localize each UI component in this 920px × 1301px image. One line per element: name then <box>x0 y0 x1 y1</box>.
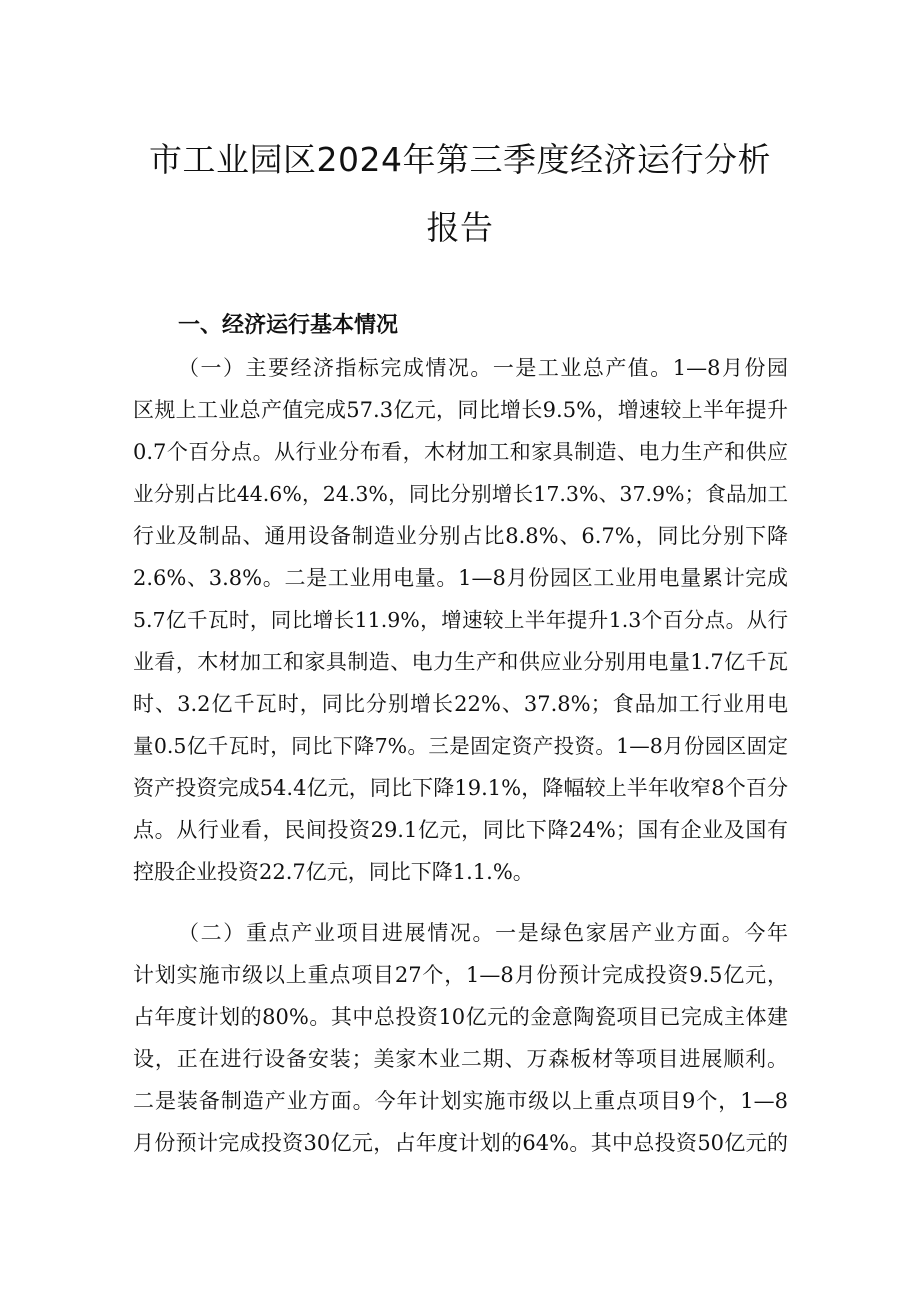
paragraph-line: 区规上工业总产值完成57.3亿元，同比增长9.5%，增速较上半年提升 <box>133 398 788 422</box>
paragraph-line: 5.7亿千瓦时，同比增长11.9%，增速较上半年提升1.3个百分点。从行 <box>133 608 788 632</box>
paragraph-line: 二是装备制造产业方面。今年计划实施市级以上重点项目9个，1—8 <box>133 1089 788 1113</box>
paragraph-line: 量0.5亿千瓦时，同比下降7%。三是固定资产投资。1—8月份园区固定 <box>133 734 788 758</box>
paragraph-line: 占年度计划的80%。其中总投资10亿元的金意陶瓷项目已完成主体建 <box>133 1005 788 1029</box>
paragraph-line: 业分别占比44.6%，24.3%，同比分别增长17.3%、37.9%；食品加工 <box>133 482 788 506</box>
paragraph-line: （一）主要经济指标完成情况。一是工业总产值。1—8月份园 <box>178 356 788 380</box>
paragraph-line: 2.6%、3.8%。二是工业用电量。1—8月份园区工业用电量累计完成 <box>133 566 788 590</box>
paragraph-line: 点。从行业看，民间投资29.1亿元，同比下降24%；国有企业及国有 <box>133 818 788 842</box>
document-title-line-2: 报告 <box>426 208 494 247</box>
paragraph-line: 业看，木材加工和家具制造、电力生产和供应业分别用电量1.7亿千瓦 <box>133 650 788 674</box>
paragraph-line: 月份预计完成投资30亿元，占年度计划的64%。其中总投资50亿元的 <box>133 1131 788 1155</box>
paragraph-line: 资产投资完成54.4亿元，同比下降19.1%，降幅较上半年收窄8个百分 <box>133 776 788 800</box>
paragraph-line: （二）重点产业项目进展情况。一是绿色家居产业方面。今年 <box>178 921 788 945</box>
paragraph-line: 时、3.2亿千瓦时，同比分别增长22%、37.8%；食品加工行业用电 <box>133 692 788 716</box>
paragraph-line: 行业及制品、通用设备制造业分别占比8.8%、6.7%，同比分别下降 <box>133 524 788 548</box>
paragraph-line: 0.7个百分点。从行业分布看，木材加工和家具制造、电力生产和供应 <box>133 440 788 464</box>
paragraph-line: 设，正在进行设备安装；美家木业二期、万森板材等项目进展顺利。 <box>133 1047 788 1071</box>
paragraph-line: 控股企业投资22.7亿元，同比下降1.1.%。 <box>133 860 534 884</box>
paragraph-line: 计划实施市级以上重点项目27个，1—8月份预计完成投资9.5亿元， <box>133 963 788 987</box>
document-title-line-1: 市工业园区2024年第三季度经济运行分析 <box>149 140 771 179</box>
section-heading: 一、经济运行基本情况 <box>178 313 399 338</box>
